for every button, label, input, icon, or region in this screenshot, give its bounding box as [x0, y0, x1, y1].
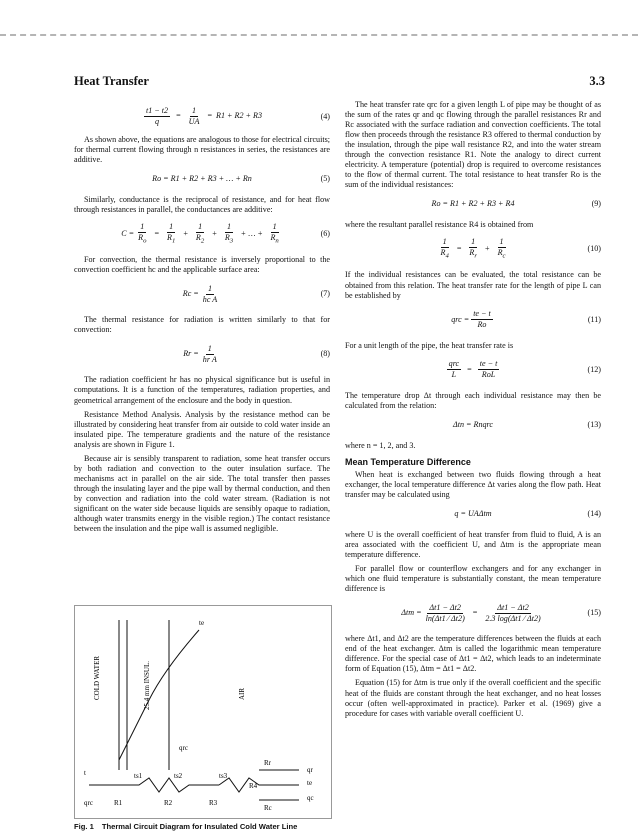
running-title: Heat Transfer [74, 74, 149, 88]
figure-thermal-circuit [74, 605, 332, 819]
equation-7: Rc = $\frac{1}{\text{hc A}}$ (7) [182, 283, 330, 304]
paragraph: If the individual resistances can be evaluated, the total resistance can be obtained from this relation. The heat transfer rate for the length of pipe L can be established by [345, 270, 601, 300]
equation-15: Δtm = $\frac{\Delta t1 - \Delta t2}{\ln(\Delta t1 ⁄ \Delta t2)}$ = $\frac{\Delta t1 - \Delta t2}{2.3 \log(\Delta t1 ⁄ \Delta t2)}$ (15) [401, 602, 601, 623]
cold-water-label: COLD WATER [93, 655, 101, 700]
equation-11: qrc = $\frac{te - t}{Ro}$ (11) [451, 309, 601, 330]
rc-label: Rc [264, 804, 272, 812]
page-number: 3.3 [589, 74, 605, 88]
ts3-label: ts3 [219, 772, 228, 780]
qr-label: qr [307, 766, 313, 774]
paragraph: For convection, the thermal resistance is inversely proportional to the convection coefficient hc and the applicable surface area: [74, 255, 330, 275]
thermal-circuit-diagram [79, 610, 327, 814]
section-heading: Mean Temperature Difference [345, 456, 471, 467]
paragraph: Equation (15) for Δtm is true only if the overall coefficient and the specific heat of the fluids are constant through the heat exchanger, and no heat losses occur (often well-approximated in practice). Parker et al. (1969) give a procedure for cases with variable overall coefficient U. [345, 678, 601, 718]
insulation-label: 25.4 mm INSUL. [143, 661, 151, 710]
r2-label: R2 [164, 799, 173, 807]
paragraph: The temperature drop Δt through each individual resistance may then be calculated from the relation: [345, 390, 601, 410]
paragraph: When heat is exchanged between two fluids flowing through a heat exchanger, the local temperature difference Δt varies along the flow path. Heat transfer may be calculated using [345, 469, 601, 499]
paragraph: where the resultant parallel resistance R4 is obtained from [345, 220, 534, 230]
qrc2-label: qrc [179, 744, 188, 752]
r4-label: R4 [249, 782, 258, 790]
te2-label: te [307, 779, 313, 787]
qc-label: qc [307, 794, 314, 802]
ts2-label: ts2 [174, 772, 183, 780]
paragraph: Similarly, conductance is the reciprocal of resistance, and for heat flow through resistances in parallel, the conductances are additive: [74, 195, 330, 215]
r3-label: R3 [209, 799, 218, 807]
equation-12: qrc L = te − t RoL (12) [448, 359, 601, 380]
right-column [345, 100, 601, 723]
paragraph: Because air is sensibly transparent to radiation, some heat transfer occurs by both radiation and convection to the outer insulation surface. The mechanisms act in parallel on the air side. The total transfer then passes through the insulating layer and the pipe wall by thermal conduction, and then by convection and radiation into the cold water stream. (Radiation is not significant on the water side because liquids are sensibly opaque to radiation, although water transmits energy in the visible region.) The contact resistance between the insulation and the pipe wall is assumed negligible. [74, 453, 330, 534]
equation-14: q = UAΔtm (14) [454, 508, 601, 518]
equation-6: C = $\frac{1}{R_o}$ = $\frac{1}{R_1}$ + $\frac{1}{R_2}$ + $\frac{1}{R_3}$ + … + $\frac{1}{R_n}$ (6) [121, 221, 330, 245]
paragraph: As shown above, the equations are analogous to those for electrical circuits; for thermal current flowing through n resistances in series, the resistances are additive. [74, 135, 330, 165]
paragraph: where n = 1, 2, and 3. [345, 440, 416, 450]
paragraph: Resistance Method Analysis. Analysis by the resistance method can be illustrated by considering heat transfer from air outside to cold water inside an insulated pipe. The temperature gradients and the nature of the resistance analysis are shown in Figure 1. [74, 409, 330, 449]
figure-caption: Fig. 1 Thermal Circuit Diagram for Insulated Cold Water Line [74, 822, 298, 831]
paragraph: where U is the overall coefficient of heat transfer from fluid to fluid, A is an area associated with the coefficient U, and Δtm is the appropriate mean temperature difference. [345, 529, 601, 560]
rr-label: Rr [264, 759, 271, 767]
paragraph: The heat transfer rate qrc for a given length L of pipe may be thought of as the sum of the rates qr and qc flowing through the parallel resistances Rr and Rc associated with the surface radiation and convection coefficients. The total flow then proceeds through the resistance R3 offered to thermal conduction by the insulation, through the pipe wall resistance R2, and into the water stream through the convection resistance R1. Note the analogy to direct current electricity. A temperature (potential) drop is required to overcome resistances to the flow of thermal current. The total resistance to heat transfer Ro is the sum of the individual resistances: [345, 100, 601, 190]
paragraph: where Δt1, and Δt2 are the temperature differences between the fluids at each end of the heat exchanger. Δtm is called the logarithmic mean temperature difference. For the special case of Δt1 = Δt2, which leads to an indeterminate form of Equation (15), Δtm = Δt1 = Δt2. [345, 634, 601, 674]
air-label: AIR [238, 687, 246, 700]
qrc-label: qrc [84, 799, 93, 807]
equation-13: Δtn = Rnqrc (13) [452, 419, 601, 429]
equation-10: $\frac{1}{R_4}$ = $\frac{1}{R_r}$ + $\frac{1}{R_c}$ (10) [440, 237, 601, 260]
left-column [74, 100, 330, 538]
equation-8: Rr = $\frac{1}{\text{hr A}}$ (8) [183, 343, 330, 364]
r1-label: R1 [114, 799, 123, 807]
paragraph: For a unit length of the pipe, the heat transfer rate is [345, 340, 514, 350]
t-label: t [84, 769, 86, 777]
equation-4: $\frac{t1 - t2}{q}$ = $\frac{1}{UA}$ = R1 + R2 + R3 (4) [145, 106, 330, 126]
equation-5: Ro = R1 + R2 + R3 + … + Rn (5) [152, 174, 330, 184]
ts1-label: ts1 [134, 772, 143, 780]
equation-9: Ro = R1 + R2 + R3 + R4 (9) [431, 199, 601, 209]
paragraph: The thermal resistance for radiation is written similarly to that for convection: [74, 315, 330, 335]
paragraph: The radiation coefficient hr has no physical significance but is useful in computations. It is a function of the temperatures, radiation properties, and geometrical arrangement of the enclosure and the body in question. [74, 375, 330, 405]
te-label: te [199, 619, 205, 627]
paragraph: For parallel flow or counterflow exchangers and for any exchanger in which one fluid temperature is substantially constant, the mean temperature difference is [345, 564, 601, 594]
top-dashed-rule [0, 34, 638, 36]
